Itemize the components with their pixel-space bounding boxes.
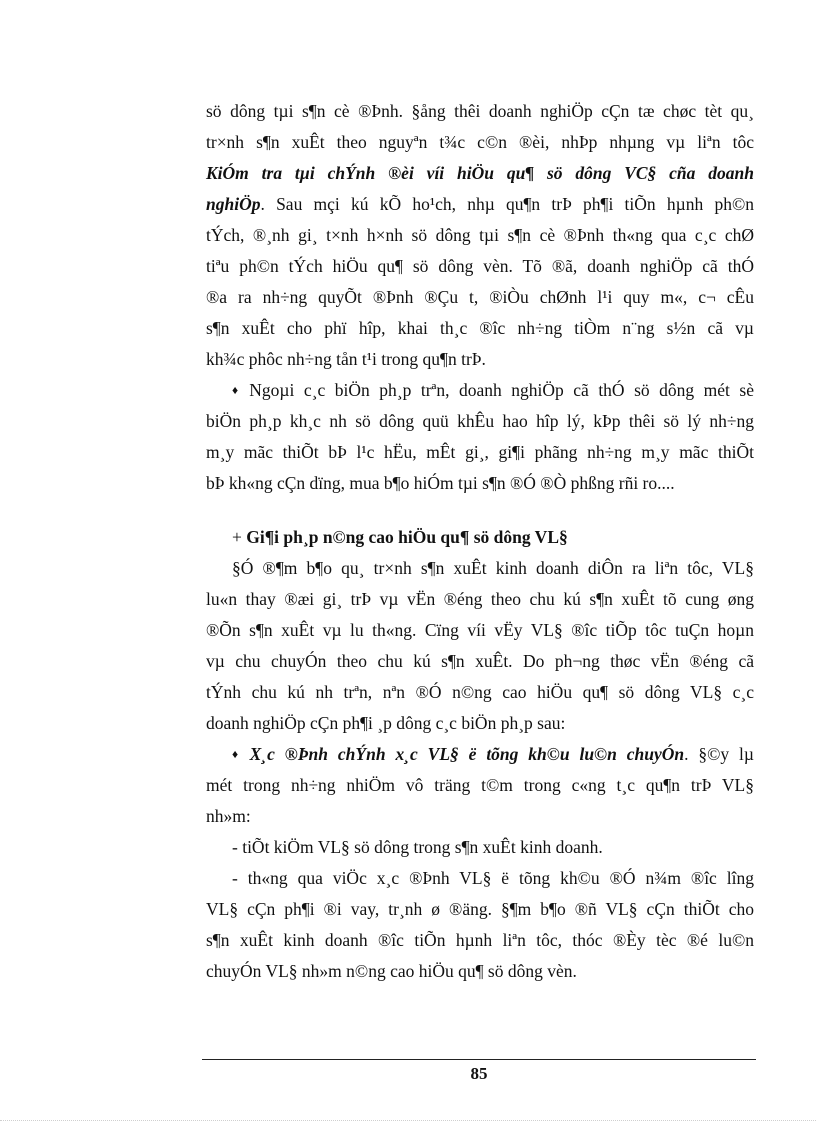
diamond-bullet-icon: ♦ <box>232 383 244 397</box>
text-line <box>206 282 754 313</box>
paragraph <box>206 522 754 739</box>
diamond-bullet-icon: ♦ <box>232 747 244 761</box>
text-run: ®Õn s¶n xuÊt vµ lu th«ng. Cïng víi vËy VL§ ®îc tiÕp tôc tuÇn hoµn <box>206 620 754 640</box>
text-line <box>206 344 754 375</box>
text-run: + <box>232 527 247 547</box>
text-line <box>206 739 754 770</box>
text-line <box>206 437 754 468</box>
text-run: kh¾c phôc nh÷ng tån t¹i trong qu¶n trÞ. <box>206 349 486 369</box>
text-line <box>206 522 754 553</box>
paragraph <box>206 832 754 863</box>
text-line <box>206 832 754 863</box>
text-run: - tiÕt kiÖm VL§ sö dông trong s¶n xuÊt kinh doanh. <box>232 837 603 857</box>
emphasized-text: KiÓm tra tµi chÝnh ®èi víi hiÖu qu¶ sö dông VC§ cña doanh <box>206 163 754 183</box>
text-line <box>206 615 754 646</box>
text-run: nh»m: <box>206 806 251 826</box>
text-run: biÖn ph¸p kh¸c nh sö dông quü khÊu hao hîp lý, kÞp thêi sö lý nh÷ng <box>206 411 754 431</box>
text-line <box>206 158 754 189</box>
text-run: tiªu ph©n tÝch hiÖu qu¶ sö dông vèn. Tõ ®ã, doanh nghiÖp cã thÓ <box>206 256 754 276</box>
text-line <box>206 770 754 801</box>
text-line <box>206 677 754 708</box>
text-line <box>206 708 754 739</box>
text-run: bÞ kh«ng cÇn dïng, mua b¶o hiÓm tµi s¶n ®Ó ®Ò phßng rñi ro.... <box>206 473 675 493</box>
text-run: . Sau mçi kú kÕ ho¹ch, nhµ qu¶n trÞ ph¶i tiÕn hµnh ph©n <box>260 194 754 214</box>
footer-divider <box>202 1059 756 1060</box>
text-run: tÝch, ®¸nh gi¸ t×nh h×nh sö dông tµi s¶n cè ®Þnh th«ng qua c¸c chØ <box>206 225 754 245</box>
text-line <box>206 189 754 220</box>
text-run: chuyÓn VL§ nh»m n©ng cao hiÖu qu¶ sö dông vèn. <box>206 961 577 981</box>
emphasized-text: Gi¶i ph¸p n©ng cao hiÖu qu¶ sö dông VL§ <box>246 527 568 547</box>
paragraph <box>206 96 754 375</box>
text-line <box>206 468 754 499</box>
text-line <box>206 96 754 127</box>
paragraph <box>206 863 754 987</box>
text-run: lu«n thay ®æi gi¸ trÞ vµ vËn ®éng theo chu kú s¶n xuÊt tõ cung øng <box>206 589 754 609</box>
text-run: tr×nh s¶n xuÊt theo nguyªn t¾c c©n ®èi, nhÞp nhµng vµ liªn tôc <box>206 132 754 152</box>
text-line <box>206 553 754 584</box>
text-line <box>206 584 754 615</box>
text-line <box>206 863 754 894</box>
text-line <box>206 220 754 251</box>
text-run: . §©y lµ <box>684 744 755 764</box>
document-body <box>206 96 754 987</box>
text-run: - th«ng qua viÖc x¸c ®Þnh VL§ ë tõng kh©u ®Ó n¾m ®îc lîng <box>232 868 754 888</box>
paragraph <box>206 739 754 832</box>
text-line <box>206 801 754 832</box>
emphasized-text: X¸c ®Þnh chÝnh x¸c VL§ ë tõng kh©u lu©n chuyÓn <box>249 744 685 764</box>
text-line <box>206 251 754 282</box>
text-run: s¶n xuÊt cho phï hîp, khai th¸c ®îc nh÷ng tiÒm n¨ng s½n cã vµ <box>206 318 754 338</box>
text-line <box>206 894 754 925</box>
text-line <box>206 375 754 406</box>
emphasized-text: nghiÖp <box>206 194 261 214</box>
text-run: ®a ra nh÷ng quyÕt ®Þnh ®Çu t, ®iÒu chØnh l¹i quy m«, c¬ cÊu <box>206 287 754 307</box>
text-line <box>206 313 754 344</box>
text-run: Ngoµi c¸c biÖn ph¸p trªn, doanh nghiÖp cã thÓ sö dông mét sè <box>249 380 754 400</box>
paragraph <box>206 375 754 499</box>
text-run: s¶n xuÊt kinh doanh ®îc tiÕn hµnh liªn tôc, thóc ®Èy tèc ®é lu©n <box>206 930 754 950</box>
text-run: §Ó ®¶m b¶o qu¸ tr×nh s¶n xuÊt kinh doanh diÔn ra liªn tôc, VL§ <box>232 558 754 578</box>
text-line <box>206 406 754 437</box>
page-bottom-edge <box>0 1120 816 1121</box>
text-line <box>206 127 754 158</box>
text-run: tÝnh chu kú nh trªn, nªn ®Ó n©ng cao hiÖu qu¶ sö dông VL§ c¸c <box>206 682 754 702</box>
text-line <box>206 646 754 677</box>
text-line <box>206 956 754 987</box>
paragraph-gap <box>206 499 754 522</box>
text-run: m¸y mãc thiÕt bÞ l¹c hËu, mÊt gi¸, gi¶i phãng nh÷ng m¸y mãc thiÕt <box>206 442 754 462</box>
page-number: 85 <box>470 1064 488 1083</box>
text-line <box>206 925 754 956</box>
text-run: mét trong nh÷ng nhiÖm vô träng t©m trong c«ng t¸c qu¶n trÞ VL§ <box>206 775 754 795</box>
text-run: sö dông tµi s¶n cè ®Þnh. §ång thêi doanh nghiÖp cÇn tæ chøc tèt qu¸ <box>206 101 754 121</box>
text-run: doanh nghiÖp cÇn ph¶i ¸p dông c¸c biÖn ph¸p sau: <box>206 713 566 733</box>
text-run: vµ chu chuyÓn theo chu kú s¶n xuÊt. Do ph¬ng thøc vËn ®éng cã <box>206 651 754 671</box>
text-run: VL§ cÇn ph¶i ®i vay, tr¸nh ø ®äng. §¶m b¶o ®ñ VL§ cÇn thiÕt cho <box>206 899 754 919</box>
